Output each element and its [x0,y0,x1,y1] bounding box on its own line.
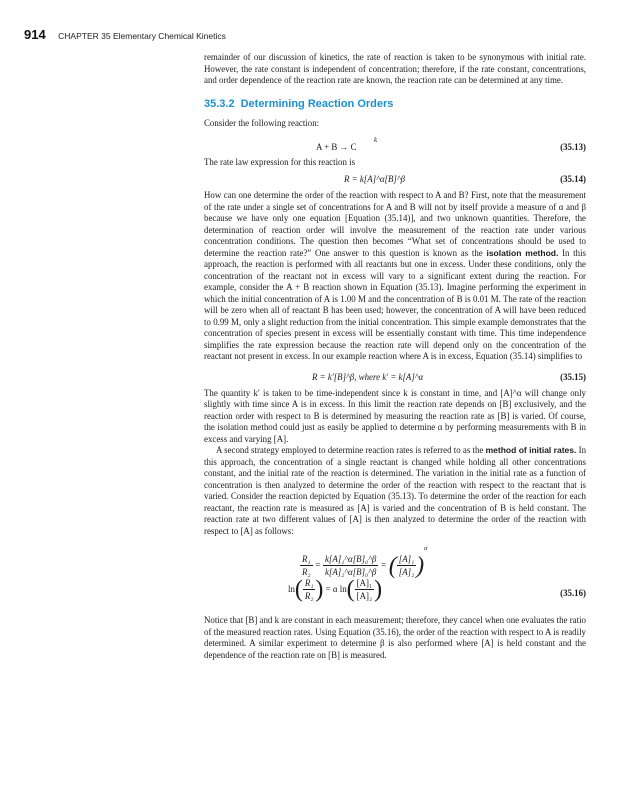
equation-expression: R = k′[B]^β, where k′ = k[A]^α [312,371,424,382]
rate-ratio [300,553,313,578]
concentration-a2-log: [A]₂ [356,591,373,601]
initial-rates-paragraph-part2: In this approach, the concentration of a single reactant is changed while holding all other concentrations constant, and the initial rate of the reaction is determined. The variation in the initial rate as a function of concentration is then analyzed to determine the order of the reaction with respect to the reactant that is varied. Consider the reaction depicted by Equation (35.13). To determine the order of the reaction for each reactant, the reaction rate is measured as [A] is varied and the concentration of B is held constant. The reaction rate at two different values of [A] is then analyzed to determine the order of the reaction with respect to [A] as follows: [204,445,587,536]
order-exponent: α [424,545,428,552]
concentration-a2: [A]₂ [398,567,415,578]
chapter-label: CHAPTER 35 Elementary Chemical Kinetics [58,31,226,41]
isolation-paragraph-part1: How can one determine the order of the reaction with respect to A and B? First, note that the measurement of the rate under a single set of concentrations for A and B will not by itself provide a measure of α and β because we have only one equation [Equation (35.14)], and two unknown quantities. Therefore, the determination of reaction order will involve the measurement of the reaction rate under various concentration conditions. The question then becomes “What set of concentrations should be used to determine the reaction rate?” One answer to this question is known as the [204,190,586,258]
concentration-ratio [397,553,416,578]
equation-35-16: ln( $\frac{\text{R₁}}{\text{R₂}}$ ) = α ln( $\frac{\text{[A]₁}}{\text{[A]₂}}$ ) (35.16) [288,576,586,603]
initial-rates-paragraph-part1: A second strategy employed to determine reaction rates is referred to as the [216,445,484,455]
equation-35-13 [204,135,586,154]
rate-r1: R₁ [302,554,311,565]
page-number: 914 [24,27,46,42]
ln-label: ln [288,583,295,594]
concentration-a1-log: [A]₁ [356,578,373,588]
rate-constant-label: k [374,135,378,144]
rate-law-intro: The rate law expression for this reaction is [204,156,356,167]
rate-r1-log: R₁ [304,578,314,588]
term-isolation-method: isolation method. [486,247,559,258]
isolation-paragraph-part2: In this approach, the reaction is performed with all reactants but one in excess. Under these conditions, only the concentration of the reactant not in excess will vary to a significant extent during the reaction. For example, consider the A + B reaction shown in Equation (35.13). Imagine performing the experiment in which the initial concentration of A is 1.00 M and the concentration of B is 0.01 M. The rate of the reaction will be zero when all of reactant B has been used; however, the concentration of A will have been reduced to 0.99 M, only a slight reduction from the initial concentration. This simple example demonstrates that the concentration of species present in excess will be essentially constant with time. This time independence simplifies the rate expression because the reaction rate will depend only on the concentration of the reactant not present in excess. In our example reaction where A is in excess, Equation (35.14) simplifies to [204,247,586,361]
quantity-paragraph: The quantity k′ is taken to be time-independent since k is constant in time, and [A]^α will change only slightly with time since A is in excess. In this limit the reaction rate depends on [B] exclusively, and the reaction order with respect to B is determined by measuring the reaction rate as [B] is varied. Of course, the isolation method could just as easily be applied to determine α by performing measurements with B in excess and varying [A]. [204,387,586,444]
equation-number: (35.13) [560,141,586,152]
equation-35-15 [204,369,586,385]
intro-paragraph: remainder of our discussion of kinetics, the rate of reaction is taken to be synonymous with initial rate. However, the rate constant is independent of concentration; therefore, if the rate constant, concentrations, and order dependence of the reaction rate are known, the reaction rate can be determined at any time. [204,52,586,85]
equation-expression: A + B → C [316,141,357,152]
term-method-of-initial-rates: method of initial rates. [485,445,577,455]
alpha-ln-label: = α ln [325,583,347,594]
concentration-ratio-log [355,577,374,602]
equation-ratio: $\frac{\text{R₁}}{\text{R₂}}$ = $\frac{\text{k[A]₁\textasciicircum{}α[B]₀\textasciicircum{}β}}{\text{k[A]₂\textasciicircum{}α[B]₀\textasciicircum{}β}}$ = ( $\frac{\text{[A]₁}}{\text{[A]₂}}$ )$^\alpha$ [302,545,428,579]
equation-number: (35.14) [560,174,586,184]
equation-expression: R = k[A]^α[B]^β [344,174,406,184]
concentration-a1: [A]₁ [398,554,415,565]
equation-number: (35.16) [560,588,586,598]
rate-law-numerator: k[A]₁^α[B]₀^β [324,554,377,565]
rate-r2: R₂ [302,567,311,578]
section-heading [204,99,586,111]
section-number: 35.3.2 [204,97,235,110]
final-paragraph: Notice that [B] and k are constant in each measurement; therefore, they cancel when one evaluates the ratio of the measured reaction rates. Using Equation (35.16), the order of the reaction with respect to A is readily determined. A similar experiment to determine β is also performed where [A] is held constant and the dependence of the reaction rate on [B] is measured. [204,615,586,660]
page-header [24,26,226,44]
rate-law-ratio [323,553,378,578]
initial-rates-paragraph [204,445,586,537]
equation-number: (35.15) [560,371,586,382]
body-text [204,52,586,661]
consider-text: Consider the following reaction: [204,118,320,128]
rate-r2-log: R₂ [304,591,314,601]
equation-35-14 [204,171,586,187]
isolation-paragraph [204,190,586,363]
section-title: Determining Reaction Orders [240,97,394,110]
rate-law-denominator: k[A]₂^α[B]₀^β [324,567,377,578]
rate-ratio-log [303,577,316,602]
